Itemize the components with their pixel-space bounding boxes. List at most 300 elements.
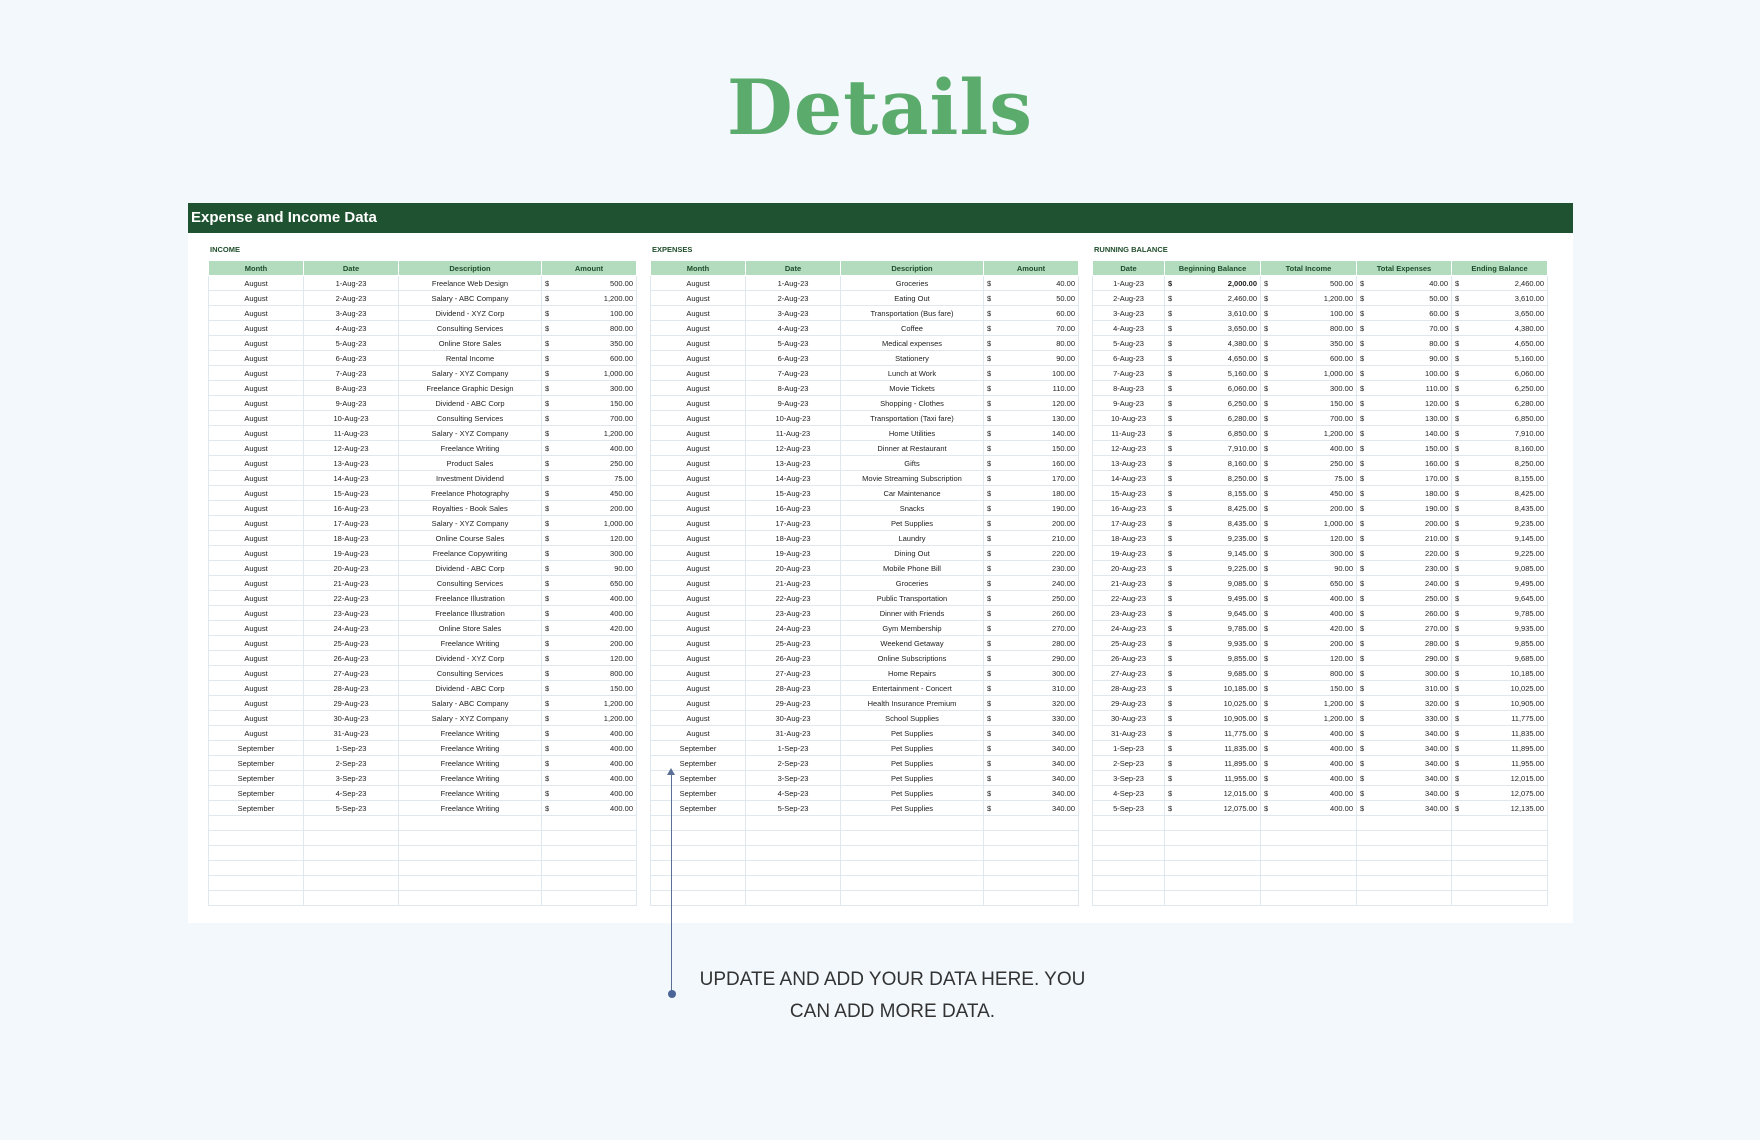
description-cell[interactable]: Salary - ABC Company [399,291,542,306]
date-cell[interactable]: 19-Aug-23 [746,546,841,561]
amount-cell[interactable] [542,606,637,621]
total-expenses-cell[interactable] [1357,471,1452,486]
total-income-cell[interactable] [1261,576,1357,591]
total-income-cell[interactable] [1261,666,1357,681]
amount-cell[interactable] [542,561,637,576]
description-cell[interactable]: Health Insurance Premium [841,696,984,711]
description-cell[interactable]: Freelance Writing [399,441,542,456]
empty-cell[interactable] [542,846,637,861]
amount-cell[interactable] [542,726,637,741]
month-cell[interactable]: August [209,606,304,621]
month-cell[interactable]: August [651,621,746,636]
amount-cell[interactable] [984,591,1079,606]
header-date[interactable]: Date [1093,261,1165,276]
amount-cell[interactable] [542,501,637,516]
beginning-balance-cell[interactable] [1165,381,1261,396]
month-cell[interactable]: August [209,651,304,666]
empty-cell[interactable] [1093,831,1165,846]
amount-cell[interactable] [542,621,637,636]
description-cell[interactable]: Shopping - Clothes [841,396,984,411]
date-cell[interactable]: 1-Sep-23 [304,741,399,756]
month-cell[interactable]: August [651,456,746,471]
beginning-balance-cell[interactable] [1165,741,1261,756]
header-month[interactable]: Month [651,261,746,276]
description-cell[interactable]: Online Store Sales [399,621,542,636]
empty-cell[interactable] [1093,876,1165,891]
description-cell[interactable]: Dividend - ABC Corp [399,681,542,696]
description-cell[interactable]: Freelance Copywriting [399,546,542,561]
amount-cell[interactable] [542,276,637,291]
description-cell[interactable]: Home Utilities [841,426,984,441]
ending-balance-cell[interactable] [1452,801,1548,816]
date-cell[interactable]: 15-Aug-23 [746,486,841,501]
description-cell[interactable]: Entertainment - Concert [841,681,984,696]
total-income-cell[interactable] [1261,411,1357,426]
empty-cell[interactable] [542,816,637,831]
date-cell[interactable]: 27-Aug-23 [1093,666,1165,681]
description-cell[interactable]: Pet Supplies [841,771,984,786]
date-cell[interactable]: 6-Aug-23 [1093,351,1165,366]
empty-cell[interactable] [984,846,1079,861]
total-income-cell[interactable] [1261,486,1357,501]
ending-balance-cell[interactable] [1452,321,1548,336]
ending-balance-cell[interactable] [1452,501,1548,516]
month-cell[interactable]: August [209,591,304,606]
total-expenses-cell[interactable] [1357,501,1452,516]
total-income-cell[interactable] [1261,606,1357,621]
description-cell[interactable]: Investment Dividend [399,471,542,486]
empty-cell[interactable] [209,831,304,846]
total-income-cell[interactable] [1261,531,1357,546]
total-income-cell[interactable] [1261,711,1357,726]
description-cell[interactable]: Dinner with Friends [841,606,984,621]
ending-balance-cell[interactable] [1452,516,1548,531]
ending-balance-cell[interactable] [1452,711,1548,726]
empty-cell[interactable] [1093,846,1165,861]
date-cell[interactable]: 23-Aug-23 [304,606,399,621]
description-cell[interactable]: Laundry [841,531,984,546]
amount-cell[interactable] [984,546,1079,561]
date-cell[interactable]: 18-Aug-23 [746,531,841,546]
amount-cell[interactable] [984,321,1079,336]
month-cell[interactable]: August [209,306,304,321]
description-cell[interactable]: Transportation (Taxi fare) [841,411,984,426]
empty-cell[interactable] [1165,846,1261,861]
total-expenses-cell[interactable] [1357,426,1452,441]
date-cell[interactable]: 14-Aug-23 [304,471,399,486]
month-cell[interactable]: August [209,711,304,726]
amount-cell[interactable] [542,576,637,591]
ending-balance-cell[interactable] [1452,636,1548,651]
beginning-balance-cell[interactable] [1165,351,1261,366]
amount-cell[interactable] [542,456,637,471]
empty-cell[interactable] [651,861,746,876]
total-expenses-cell[interactable] [1357,276,1452,291]
month-cell[interactable]: August [651,381,746,396]
month-cell[interactable]: August [651,576,746,591]
description-cell[interactable]: Dividend - XYZ Corp [399,306,542,321]
date-cell[interactable]: 17-Aug-23 [304,516,399,531]
amount-cell[interactable] [542,651,637,666]
description-cell[interactable]: Freelance Writing [399,771,542,786]
description-cell[interactable]: Home Repairs [841,666,984,681]
empty-cell[interactable] [1357,816,1452,831]
total-income-cell[interactable] [1261,456,1357,471]
amount-cell[interactable] [984,801,1079,816]
date-cell[interactable]: 31-Aug-23 [1093,726,1165,741]
date-cell[interactable]: 2-Sep-23 [746,756,841,771]
month-cell[interactable]: September [651,786,746,801]
amount-cell[interactable] [542,681,637,696]
total-income-cell[interactable] [1261,621,1357,636]
amount-cell[interactable] [984,711,1079,726]
amount-cell[interactable] [984,771,1079,786]
month-cell[interactable]: August [209,516,304,531]
ending-balance-cell[interactable] [1452,606,1548,621]
amount-cell[interactable] [542,471,637,486]
empty-cell[interactable] [1357,891,1452,906]
date-cell[interactable]: 26-Aug-23 [304,651,399,666]
amount-cell[interactable] [542,741,637,756]
amount-cell[interactable] [984,666,1079,681]
ending-balance-cell[interactable] [1452,291,1548,306]
description-cell[interactable]: Weekend Getaway [841,636,984,651]
date-cell[interactable]: 26-Aug-23 [746,651,841,666]
ending-balance-cell[interactable] [1452,366,1548,381]
date-cell[interactable]: 28-Aug-23 [746,681,841,696]
total-income-cell[interactable] [1261,351,1357,366]
date-cell[interactable]: 29-Aug-23 [304,696,399,711]
date-cell[interactable]: 18-Aug-23 [1093,531,1165,546]
empty-cell[interactable] [1452,861,1548,876]
total-expenses-cell[interactable] [1357,561,1452,576]
date-cell[interactable]: 21-Aug-23 [746,576,841,591]
empty-cell[interactable] [1165,816,1261,831]
ending-balance-cell[interactable] [1452,411,1548,426]
month-cell[interactable]: August [209,291,304,306]
empty-cell[interactable] [984,861,1079,876]
month-cell[interactable]: August [651,726,746,741]
month-cell[interactable]: September [209,801,304,816]
month-cell[interactable]: August [209,366,304,381]
ending-balance-cell[interactable] [1452,381,1548,396]
total-expenses-cell[interactable] [1357,741,1452,756]
date-cell[interactable]: 10-Aug-23 [304,411,399,426]
beginning-balance-cell[interactable] [1165,516,1261,531]
empty-cell[interactable] [1452,816,1548,831]
month-cell[interactable]: August [651,501,746,516]
amount-cell[interactable] [984,606,1079,621]
total-income-cell[interactable] [1261,726,1357,741]
month-cell[interactable]: August [209,681,304,696]
amount-cell[interactable] [984,486,1079,501]
empty-cell[interactable] [542,831,637,846]
date-cell[interactable]: 2-Sep-23 [1093,756,1165,771]
empty-cell[interactable] [746,816,841,831]
description-cell[interactable]: Lunch at Work [841,366,984,381]
date-cell[interactable]: 18-Aug-23 [304,531,399,546]
description-cell[interactable]: Freelance Web Design [399,276,542,291]
amount-cell[interactable] [542,291,637,306]
date-cell[interactable]: 21-Aug-23 [1093,576,1165,591]
empty-cell[interactable] [841,816,984,831]
date-cell[interactable]: 2-Aug-23 [304,291,399,306]
amount-cell[interactable] [542,711,637,726]
amount-cell[interactable] [542,366,637,381]
date-cell[interactable]: 24-Aug-23 [304,621,399,636]
date-cell[interactable]: 1-Aug-23 [1093,276,1165,291]
date-cell[interactable]: 2-Aug-23 [746,291,841,306]
month-cell[interactable]: August [209,576,304,591]
month-cell[interactable]: August [651,291,746,306]
description-cell[interactable]: Dining Out [841,546,984,561]
date-cell[interactable]: 11-Aug-23 [746,426,841,441]
amount-cell[interactable] [984,531,1079,546]
date-cell[interactable]: 19-Aug-23 [1093,546,1165,561]
date-cell[interactable]: 3-Aug-23 [746,306,841,321]
ending-balance-cell[interactable] [1452,276,1548,291]
total-income-cell[interactable] [1261,426,1357,441]
amount-cell[interactable] [984,681,1079,696]
empty-cell[interactable] [1357,876,1452,891]
date-cell[interactable]: 3-Aug-23 [304,306,399,321]
ending-balance-cell[interactable] [1452,591,1548,606]
beginning-balance-cell[interactable] [1165,531,1261,546]
month-cell[interactable]: August [651,351,746,366]
date-cell[interactable]: 3-Sep-23 [304,771,399,786]
description-cell[interactable]: Pet Supplies [841,726,984,741]
beginning-balance-cell[interactable] [1165,756,1261,771]
date-cell[interactable]: 20-Aug-23 [304,561,399,576]
empty-cell[interactable] [1093,816,1165,831]
amount-cell[interactable] [984,576,1079,591]
month-cell[interactable]: August [209,411,304,426]
date-cell[interactable]: 6-Aug-23 [746,351,841,366]
ending-balance-cell[interactable] [1452,651,1548,666]
amount-cell[interactable] [542,771,637,786]
total-expenses-cell[interactable] [1357,411,1452,426]
description-cell[interactable]: Dinner at Restaurant [841,441,984,456]
total-expenses-cell[interactable] [1357,726,1452,741]
header-amount[interactable]: Amount [542,261,637,276]
total-expenses-cell[interactable] [1357,771,1452,786]
empty-cell[interactable] [209,891,304,906]
amount-cell[interactable] [542,546,637,561]
empty-cell[interactable] [209,816,304,831]
total-income-cell[interactable] [1261,651,1357,666]
amount-cell[interactable] [542,351,637,366]
empty-cell[interactable] [984,831,1079,846]
header-amount[interactable]: Amount [984,261,1079,276]
date-cell[interactable]: 23-Aug-23 [746,606,841,621]
amount-cell[interactable] [984,651,1079,666]
description-cell[interactable]: Consulting Services [399,321,542,336]
empty-cell[interactable] [304,846,399,861]
empty-cell[interactable] [1261,846,1357,861]
date-cell[interactable]: 3-Aug-23 [1093,306,1165,321]
date-cell[interactable]: 5-Aug-23 [746,336,841,351]
ending-balance-cell[interactable] [1452,576,1548,591]
month-cell[interactable]: August [651,711,746,726]
description-cell[interactable]: Dividend - XYZ Corp [399,651,542,666]
description-cell[interactable]: Public Transportation [841,591,984,606]
beginning-balance-cell[interactable] [1165,681,1261,696]
month-cell[interactable]: August [209,381,304,396]
date-cell[interactable]: 25-Aug-23 [304,636,399,651]
month-cell[interactable]: September [651,771,746,786]
month-cell[interactable]: September [209,756,304,771]
total-expenses-cell[interactable] [1357,666,1452,681]
ending-balance-cell[interactable] [1452,756,1548,771]
date-cell[interactable]: 8-Aug-23 [746,381,841,396]
description-cell[interactable]: Salary - XYZ Company [399,366,542,381]
date-cell[interactable]: 4-Aug-23 [1093,321,1165,336]
amount-cell[interactable] [984,351,1079,366]
beginning-balance-cell[interactable] [1165,726,1261,741]
amount-cell[interactable] [984,741,1079,756]
description-cell[interactable]: Movie Streaming Subscription [841,471,984,486]
date-cell[interactable]: 9-Aug-23 [304,396,399,411]
date-cell[interactable]: 12-Aug-23 [746,441,841,456]
description-cell[interactable]: Freelance Graphic Design [399,381,542,396]
empty-cell[interactable] [651,891,746,906]
amount-cell[interactable] [542,531,637,546]
beginning-balance-cell[interactable] [1165,546,1261,561]
date-cell[interactable]: 30-Aug-23 [1093,711,1165,726]
month-cell[interactable]: August [209,666,304,681]
date-cell[interactable]: 10-Aug-23 [746,411,841,426]
date-cell[interactable]: 5-Sep-23 [1093,801,1165,816]
date-cell[interactable]: 16-Aug-23 [304,501,399,516]
total-income-cell[interactable] [1261,681,1357,696]
date-cell[interactable]: 5-Aug-23 [1093,336,1165,351]
amount-cell[interactable] [542,441,637,456]
amount-cell[interactable] [542,306,637,321]
date-cell[interactable]: 28-Aug-23 [1093,681,1165,696]
date-cell[interactable]: 4-Aug-23 [304,321,399,336]
date-cell[interactable]: 21-Aug-23 [304,576,399,591]
total-income-cell[interactable] [1261,756,1357,771]
month-cell[interactable]: August [209,351,304,366]
beginning-balance-cell[interactable] [1165,651,1261,666]
empty-cell[interactable] [841,846,984,861]
date-cell[interactable]: 25-Aug-23 [746,636,841,651]
empty-cell[interactable] [399,831,542,846]
date-cell[interactable]: 2-Aug-23 [1093,291,1165,306]
month-cell[interactable]: August [651,276,746,291]
month-cell[interactable]: September [209,786,304,801]
total-income-cell[interactable] [1261,276,1357,291]
beginning-balance-cell[interactable] [1165,696,1261,711]
total-expenses-cell[interactable] [1357,606,1452,621]
month-cell[interactable]: August [209,471,304,486]
description-cell[interactable]: Royalties - Book Sales [399,501,542,516]
amount-cell[interactable] [542,636,637,651]
description-cell[interactable]: Car Maintenance [841,486,984,501]
empty-cell[interactable] [304,891,399,906]
month-cell[interactable]: August [209,561,304,576]
amount-cell[interactable] [542,801,637,816]
month-cell[interactable]: August [651,591,746,606]
amount-cell[interactable] [542,591,637,606]
beginning-balance-cell[interactable] [1165,366,1261,381]
date-cell[interactable]: 4-Sep-23 [746,786,841,801]
total-income-cell[interactable] [1261,366,1357,381]
month-cell[interactable]: August [209,486,304,501]
date-cell[interactable]: 3-Sep-23 [746,771,841,786]
amount-cell[interactable] [542,396,637,411]
date-cell[interactable]: 29-Aug-23 [746,696,841,711]
date-cell[interactable]: 25-Aug-23 [1093,636,1165,651]
month-cell[interactable]: August [651,546,746,561]
month-cell[interactable]: August [209,696,304,711]
amount-cell[interactable] [542,426,637,441]
date-cell[interactable]: 19-Aug-23 [304,546,399,561]
date-cell[interactable]: 4-Sep-23 [304,786,399,801]
date-cell[interactable]: 1-Sep-23 [746,741,841,756]
description-cell[interactable]: Freelance Writing [399,756,542,771]
month-cell[interactable]: August [651,696,746,711]
ending-balance-cell[interactable] [1452,456,1548,471]
description-cell[interactable]: Freelance Illustration [399,606,542,621]
amount-cell[interactable] [984,441,1079,456]
description-cell[interactable]: Eating Out [841,291,984,306]
total-expenses-cell[interactable] [1357,291,1452,306]
beginning-balance-cell[interactable] [1165,501,1261,516]
date-cell[interactable]: 14-Aug-23 [1093,471,1165,486]
amount-cell[interactable] [984,501,1079,516]
total-expenses-cell[interactable] [1357,711,1452,726]
description-cell[interactable]: Salary - XYZ Company [399,516,542,531]
month-cell[interactable]: August [209,336,304,351]
description-cell[interactable]: Salary - XYZ Company [399,711,542,726]
total-expenses-cell[interactable] [1357,336,1452,351]
total-income-cell[interactable] [1261,636,1357,651]
empty-cell[interactable] [542,876,637,891]
date-cell[interactable]: 13-Aug-23 [1093,456,1165,471]
beginning-balance-cell[interactable] [1165,426,1261,441]
amount-cell[interactable] [984,696,1079,711]
month-cell[interactable]: August [651,531,746,546]
empty-cell[interactable] [1165,876,1261,891]
total-expenses-cell[interactable] [1357,531,1452,546]
total-income-cell[interactable] [1261,561,1357,576]
total-expenses-cell[interactable] [1357,756,1452,771]
date-cell[interactable]: 1-Sep-23 [1093,741,1165,756]
empty-cell[interactable] [304,876,399,891]
date-cell[interactable]: 16-Aug-23 [1093,501,1165,516]
empty-cell[interactable] [746,876,841,891]
date-cell[interactable]: 11-Aug-23 [1093,426,1165,441]
month-cell[interactable]: August [651,411,746,426]
empty-cell[interactable] [1093,891,1165,906]
amount-cell[interactable] [984,726,1079,741]
empty-cell[interactable] [984,891,1079,906]
empty-cell[interactable] [1093,861,1165,876]
description-cell[interactable]: Rental Income [399,351,542,366]
total-expenses-cell[interactable] [1357,456,1452,471]
description-cell[interactable]: Groceries [841,576,984,591]
total-expenses-cell[interactable] [1357,591,1452,606]
total-income-cell[interactable] [1261,336,1357,351]
month-cell[interactable]: August [209,726,304,741]
date-cell[interactable]: 4-Aug-23 [746,321,841,336]
date-cell[interactable]: 28-Aug-23 [304,681,399,696]
total-income-cell[interactable] [1261,321,1357,336]
month-cell[interactable]: August [209,546,304,561]
description-cell[interactable]: Freelance Writing [399,741,542,756]
date-cell[interactable]: 20-Aug-23 [746,561,841,576]
